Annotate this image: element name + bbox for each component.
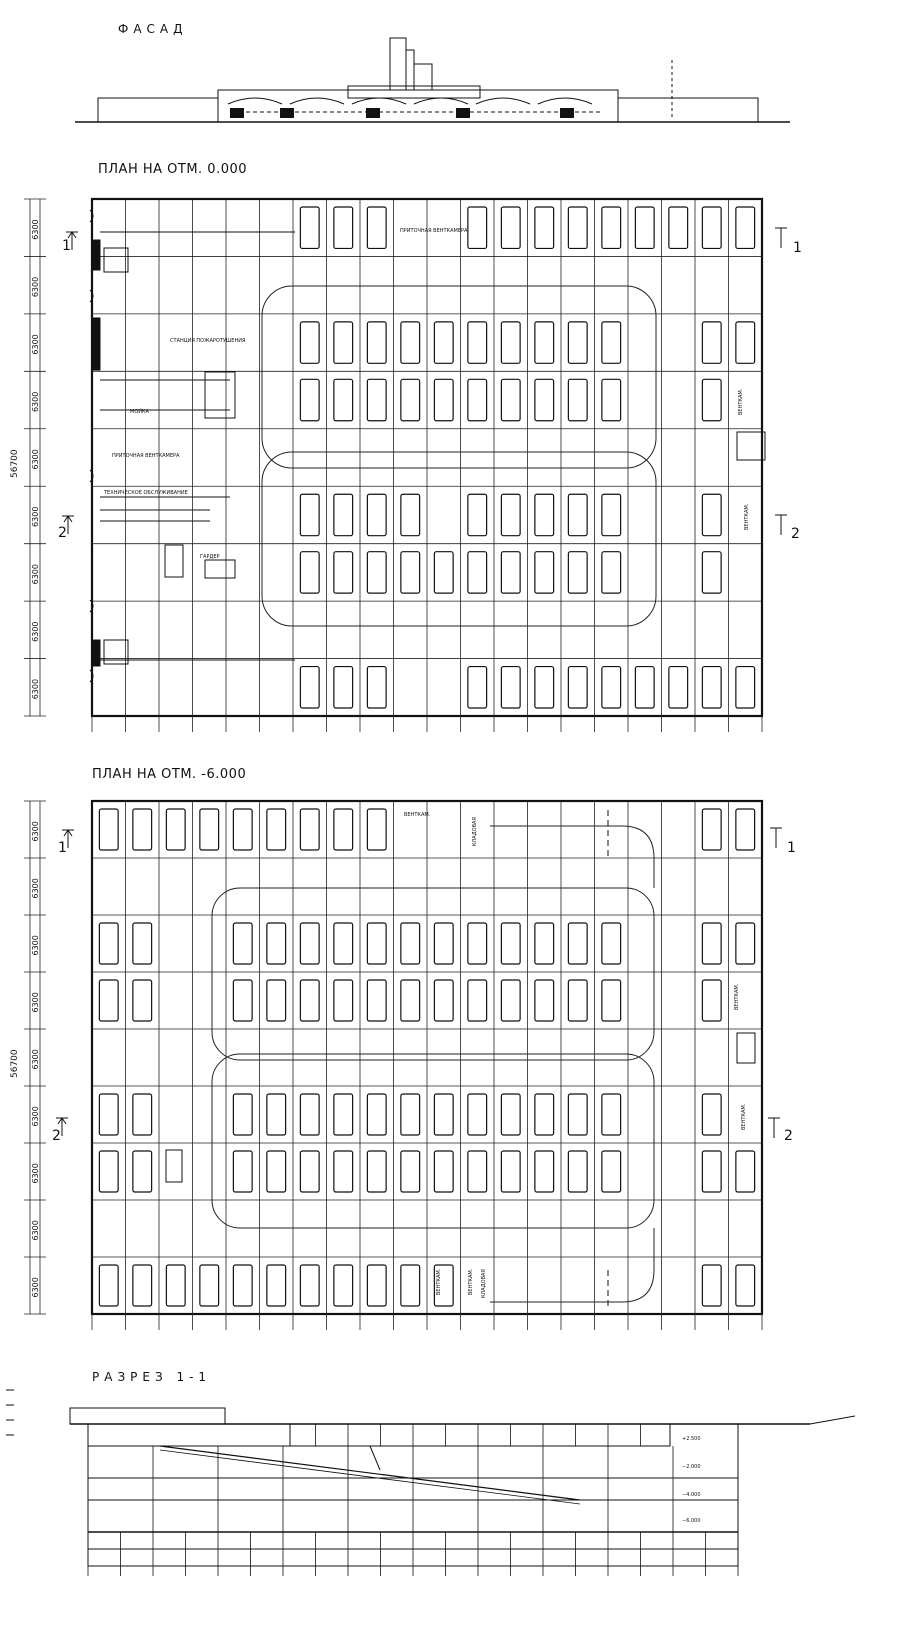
bay-dimension: 6300 (31, 506, 40, 527)
parking-stall (501, 552, 520, 593)
parking-stall (401, 494, 420, 535)
bay-dimension: 6300 (31, 391, 40, 413)
parking-stall (401, 552, 420, 593)
parking-stall (535, 1094, 554, 1135)
svg-text:+2.500: +2.500 (682, 1436, 701, 1442)
parking-stall (233, 1094, 252, 1135)
parking-stall (401, 1151, 420, 1192)
parking-stall (736, 1265, 755, 1306)
parking-stall (233, 980, 252, 1021)
plan-minus6-drawing (10, 801, 796, 1330)
parking-stall (267, 1094, 286, 1135)
parking-stall (367, 379, 386, 420)
parking-stall (401, 1094, 420, 1135)
plan-0-total-dimension: 56700 (10, 449, 20, 478)
plan-0-label-vent-a: ВЕНТКАМ. (738, 388, 744, 415)
parking-stall (568, 379, 587, 420)
parking-stall (434, 1094, 453, 1135)
plan-minus6-title: ПЛАН НА ОТМ. -6.000 (92, 767, 247, 782)
parking-stall (702, 1265, 721, 1306)
parking-stall (300, 980, 319, 1021)
parking-stall (367, 809, 386, 850)
plan-6-label-vent-right-b: ВЕНТКАМ. (741, 1103, 747, 1130)
parking-stall (702, 667, 721, 708)
parking-stall (99, 923, 118, 964)
parking-stall (367, 923, 386, 964)
parking-stall (300, 379, 319, 420)
plan-6-section-marks (52, 828, 796, 1144)
parking-stall (501, 322, 520, 363)
parking-stall (334, 322, 353, 363)
bay-dimension: 6300 (31, 935, 40, 956)
parking-stall (367, 207, 386, 248)
parking-stall (233, 809, 252, 850)
bay-dimension: 6300 (31, 1277, 40, 1298)
bay-dimension: 6300 (31, 1049, 40, 1070)
mark-2-left: 2 (58, 525, 67, 541)
parking-stall (468, 1151, 487, 1192)
parking-stall (468, 1094, 487, 1135)
parking-stall (434, 980, 453, 1021)
parking-stall (200, 809, 219, 850)
parking-stall (166, 1265, 185, 1306)
parking-stall (334, 923, 353, 964)
parking-stall (401, 322, 420, 363)
parking-stall (602, 923, 621, 964)
parking-stall (334, 1151, 353, 1192)
bay-dimension: 6300 (31, 1163, 40, 1184)
parking-stall (635, 667, 654, 708)
plan-0-label-washing: МОЙКА (130, 409, 149, 415)
parking-stall (434, 322, 453, 363)
parking-stall (501, 980, 520, 1021)
parking-stall (669, 667, 688, 708)
parking-stall (535, 322, 554, 363)
plan-0-drawing (10, 199, 802, 732)
parking-stall (233, 923, 252, 964)
parking-stall (501, 1094, 520, 1135)
parking-stall (501, 379, 520, 420)
plan-6-label-vent-right-a: ВЕНТКАМ. (734, 983, 740, 1010)
parking-stall (535, 923, 554, 964)
parking-stall (334, 552, 353, 593)
parking-stall (468, 980, 487, 1021)
parking-stall (300, 1094, 319, 1135)
parking-stall (367, 1094, 386, 1135)
parking-stall (602, 1151, 621, 1192)
parking-stall (468, 379, 487, 420)
parking-stall (334, 379, 353, 420)
plan-6-label-vent-bottom-b: ВЕНТКАМ. (468, 1268, 474, 1295)
plan-0-label-fire-station: СТАНЦИЯ ПОЖАРОТУШЕНИЯ (170, 338, 246, 344)
parking-stall (367, 494, 386, 535)
facade-drawing (75, 38, 790, 122)
parking-stall (568, 1151, 587, 1192)
parking-stall (635, 207, 654, 248)
bay-dimension: 6300 (31, 334, 40, 355)
parking-stall (166, 809, 185, 850)
parking-stall (367, 667, 386, 708)
parking-stall (501, 667, 520, 708)
parking-stall (99, 980, 118, 1021)
parking-stall (702, 980, 721, 1021)
plan-0-label-supply-top: ПРИТОЧНАЯ ВЕНТКАМЕРА (400, 228, 468, 234)
parking-stall (200, 1265, 219, 1306)
plan-6-label-storage-top: КЛАДОВАЯ (472, 817, 478, 846)
parking-stall (736, 809, 755, 850)
parking-stall (702, 809, 721, 850)
parking-stall (367, 1151, 386, 1192)
parking-stall (401, 980, 420, 1021)
parking-stall (401, 923, 420, 964)
parking-stall (602, 1094, 621, 1135)
parking-stall (99, 1151, 118, 1192)
parking-stall (300, 494, 319, 535)
parking-stall (300, 1265, 319, 1306)
parking-stall (133, 923, 152, 964)
mark-1-right: 1 (793, 240, 802, 256)
parking-stall (334, 1265, 353, 1306)
bay-dimension: 6300 (31, 992, 40, 1013)
parking-stall (535, 379, 554, 420)
bay-dimension: 6300 (31, 449, 40, 470)
plan-6-total-dimension: 56700 (10, 1049, 20, 1078)
parking-stall (434, 552, 453, 593)
svg-text:−4.000: −4.000 (682, 1492, 701, 1498)
mark-1-left: 1 (62, 238, 71, 254)
parking-stall (468, 207, 487, 248)
plan-0-label-supply: ПРИТОЧНАЯ ВЕНТКАМЕРА (112, 453, 180, 459)
parking-stall (669, 207, 688, 248)
section-title: РАЗРЕЗ 1-1 (92, 1370, 212, 1384)
bay-dimension: 6300 (31, 1106, 40, 1127)
parking-stall (568, 980, 587, 1021)
parking-stall (267, 1151, 286, 1192)
parking-stall (99, 809, 118, 850)
parking-stall (434, 1151, 453, 1192)
parking-stall (334, 809, 353, 850)
parking-stall (300, 809, 319, 850)
bay-dimension: 6300 (31, 821, 40, 842)
parking-stall (468, 494, 487, 535)
parking-stall (334, 1094, 353, 1135)
parking-stall (300, 322, 319, 363)
parking-stall (535, 980, 554, 1021)
parking-stall (702, 1094, 721, 1135)
parking-stall (501, 494, 520, 535)
parking-stall (501, 923, 520, 964)
plan-6-label-vent-top: ВЕНТКАМ. (404, 812, 431, 818)
parking-stall (501, 1151, 520, 1192)
parking-stall (133, 809, 152, 850)
bay-dimension: 6300 (31, 621, 40, 642)
mark-2-right: 2 (791, 526, 800, 542)
bay-dimension: 6300 (31, 1220, 40, 1241)
parking-stall (535, 207, 554, 248)
parking-stall (568, 552, 587, 593)
parking-stall (568, 494, 587, 535)
bay-dimension: 6300 (31, 276, 40, 298)
parking-stall (568, 923, 587, 964)
parking-stall (434, 923, 453, 964)
parking-stall (468, 552, 487, 593)
plan-6-label-vent-bottom-a: ВЕНТКАМ. (436, 1268, 442, 1295)
parking-stall (300, 207, 319, 248)
bay-dimension: 6300 (31, 878, 40, 899)
parking-stall (401, 1265, 420, 1306)
parking-stall (702, 322, 721, 363)
parking-stall (267, 980, 286, 1021)
parking-stall (568, 207, 587, 248)
parking-stall (300, 1151, 319, 1192)
mark-6-2-left: 2 (52, 1128, 61, 1144)
parking-stall (736, 923, 755, 964)
parking-stall (535, 1151, 554, 1192)
parking-stall (702, 923, 721, 964)
parking-stall (736, 322, 755, 363)
svg-text:−6.000: −6.000 (682, 1518, 701, 1524)
parking-stall (133, 1094, 152, 1135)
parking-stall (602, 494, 621, 535)
parking-stall (233, 1265, 252, 1306)
parking-stall (334, 207, 353, 248)
parking-stall (568, 1094, 587, 1135)
parking-stall (702, 379, 721, 420)
parking-stall (702, 552, 721, 593)
parking-stall (99, 1094, 118, 1135)
parking-stall (602, 667, 621, 708)
plan-0-label-maintenance: ТЕХНИЧЕСКОЕ ОБСЛУЖИВАНИЕ (104, 490, 188, 496)
parking-stall (434, 379, 453, 420)
plan-0-title: ПЛАН НА ОТМ. 0.000 (98, 162, 248, 177)
parking-stall (334, 667, 353, 708)
mark-6-1-left: 1 (58, 840, 67, 856)
parking-stall (468, 322, 487, 363)
parking-stall (133, 1265, 152, 1306)
parking-stall (468, 923, 487, 964)
parking-stall (535, 494, 554, 535)
plan-0-label-vent-b: ВЕНТКАМ. (744, 503, 750, 530)
parking-stall (602, 552, 621, 593)
parking-stall (267, 809, 286, 850)
parking-stall (602, 207, 621, 248)
parking-stall (367, 552, 386, 593)
facade-title: ФАСАД (118, 22, 188, 36)
parking-stall (367, 322, 386, 363)
parking-stall (702, 207, 721, 248)
bay-dimension: 6300 (31, 564, 40, 585)
parking-stall (501, 207, 520, 248)
parking-stall (736, 1151, 755, 1192)
plan-0-label-guard: ГАРДЕР (200, 554, 220, 560)
mark-6-2-right: 2 (784, 1128, 793, 1144)
parking-stall (602, 980, 621, 1021)
parking-stall (602, 379, 621, 420)
parking-stall (535, 667, 554, 708)
parking-stall (568, 667, 587, 708)
parking-stall (267, 1265, 286, 1306)
plan-6-label-storage-bottom: КЛАДОВАЯ (481, 1269, 487, 1298)
parking-stall (602, 322, 621, 363)
parking-stall (367, 980, 386, 1021)
parking-stall (468, 667, 487, 708)
parking-stall (702, 494, 721, 535)
parking-stall (300, 923, 319, 964)
parking-stall (334, 494, 353, 535)
parking-stall (736, 207, 755, 248)
parking-stall (133, 980, 152, 1021)
bay-dimension: 6300 (31, 219, 40, 240)
parking-stall (300, 552, 319, 593)
parking-stall (401, 379, 420, 420)
parking-stall (535, 552, 554, 593)
parking-stall (233, 1151, 252, 1192)
parking-stall (334, 980, 353, 1021)
parking-stall (367, 1265, 386, 1306)
parking-stall (267, 923, 286, 964)
parking-stall (702, 1151, 721, 1192)
svg-text:−2.000: −2.000 (682, 1464, 701, 1470)
parking-stall (736, 667, 755, 708)
parking-stall (99, 1265, 118, 1306)
mark-6-1-right: 1 (787, 840, 796, 856)
parking-stall (133, 1151, 152, 1192)
parking-stall (300, 667, 319, 708)
parking-stall (568, 322, 587, 363)
bay-dimension: 6300 (31, 678, 40, 700)
